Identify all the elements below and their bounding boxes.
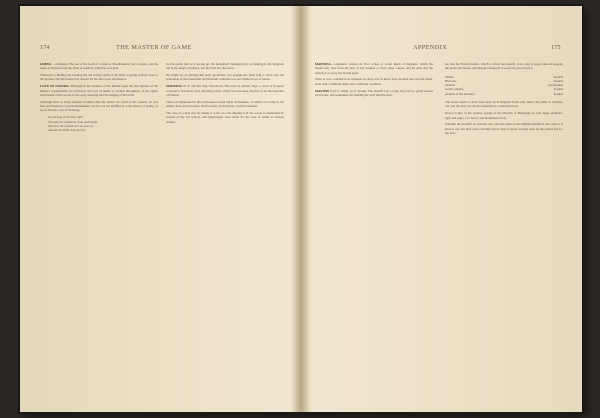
left-column-1 <box>40 62 158 135</box>
table-row: Bien-nés hounds <box>445 78 563 83</box>
paragraph: What is now considered as madness in dogs was in those days divided into several kinds, each with a different name and a different treatment. <box>315 77 433 86</box>
paragraph: The cure of a mad dog by taking it to the sea and dipping it in the waves is mentioned by several of the old writers, and pilgrimages were made for the cure of rabies to various shrines. <box>166 111 284 124</box>
paragraph: LIMER —continued. The use of the leash of a limer or bloodhound is very ancient, and the name is derived from the lyme or leash by which he was held. <box>40 62 158 71</box>
paragraph: When put to finding and tracking the old writers speak of the limer as going with his nose to the ground, and the hound was chosen for his fine scent and silence. <box>40 73 158 82</box>
left-column-2 <box>166 62 284 127</box>
verse-quote: In morning at the first light Through the meadows wide and bright Whereas the hounds do run and cry And all the birds sing merrily <box>48 115 98 133</box>
right-column-2 <box>445 62 563 138</box>
table-row: Alaunts of the butchery hounds <box>445 91 563 96</box>
table-row: Mastin hounds <box>445 74 563 79</box>
left-page <box>20 6 301 412</box>
paragraph: MADNESS. D. E. and Dit Eng. Woodcock. The word is written 'rage', a word of frequent occurrence in French texts, meaning rabies, which was the most dreaded of all the maladies of hounds. <box>166 84 285 97</box>
paragraph: LOVE OF NATURE. Although in the treatises of the Middle Ages the descriptions of the hunter's requirements are technical, the love of nature is evident throughout, in the sights and sounds of the woods in the early morning and the singing of the birds. <box>40 84 158 97</box>
open-book <box>20 6 582 412</box>
right-page <box>301 6 582 412</box>
paragraph: So the gentle hart as it sprang up, the herdsman's hunting horn; no hunting in the kingdom but in the king's wardrobe, nor the frith nor the forest. <box>166 62 284 71</box>
paragraph: There are mentioned in the old treatises seven kinds of madness, of which, according to the author, three are incurable, and four may be healed by careful treatment. <box>166 99 284 109</box>
paragraph: but that the French mastin, which is called our mastiff, was a dog of great value in keeping the herds and flocks, and though a mongrel it would do good service. <box>445 62 563 71</box>
paragraph: The breed seems to have been kept up in England from early times; the name is certainly old, and the dog was always regarded as a national breed. <box>445 100 563 109</box>
running-head-right: APPENDIX <box>413 44 448 51</box>
page-number-left: 174 <box>40 44 50 51</box>
paragraph: Doctor Caius, in his treatise, speaks of the Mastive or Bandogge as vast, huge, stubborn, ugly and eager, of a heavy and burthenous body. <box>445 111 563 120</box>
table-row: Alaunts greyhounds <box>445 83 563 88</box>
paragraph: MASTIFF from F. mâtin, O. F. mastin. The mastiff was a large dog used to guard houses and flocks, and sometimes for hunting the wolf and the boar. <box>315 88 434 97</box>
breed-table <box>445 75 563 96</box>
paragraph: Whether the mastiffs of Gaston's day were the same as the English mastiff of later days it is hard to say, but they were certainly heavy dogs of great courage used for the guard and for the boar. <box>445 122 563 136</box>
running-head-left: THE MASTER OF GAME <box>116 44 192 51</box>
table-row: Gentle alaunts hounds <box>445 87 563 92</box>
paragraph: MADNESS—continued. Gaston de Foix writes of seven kinds of madness, which the hound may take from the heat of the weather or from other causes, and he adds that the remedy is to keep the hound apart. <box>315 62 433 75</box>
paragraph: Although there is every internal evidence that the author was fond of the country, he was first and foremost a practical huntsman; yet he was not indifferent to the beauty of spring, of sweet flowers, and of birdsong. <box>40 99 158 113</box>
page-number-right: 175 <box>551 44 561 51</box>
right-column-1 <box>315 62 433 100</box>
paragraph: We might go on multiplying such quotations, but enough has been said to show that the sportsman of the fourteenth and fifteenth centuries was not without love of nature. <box>166 73 284 82</box>
